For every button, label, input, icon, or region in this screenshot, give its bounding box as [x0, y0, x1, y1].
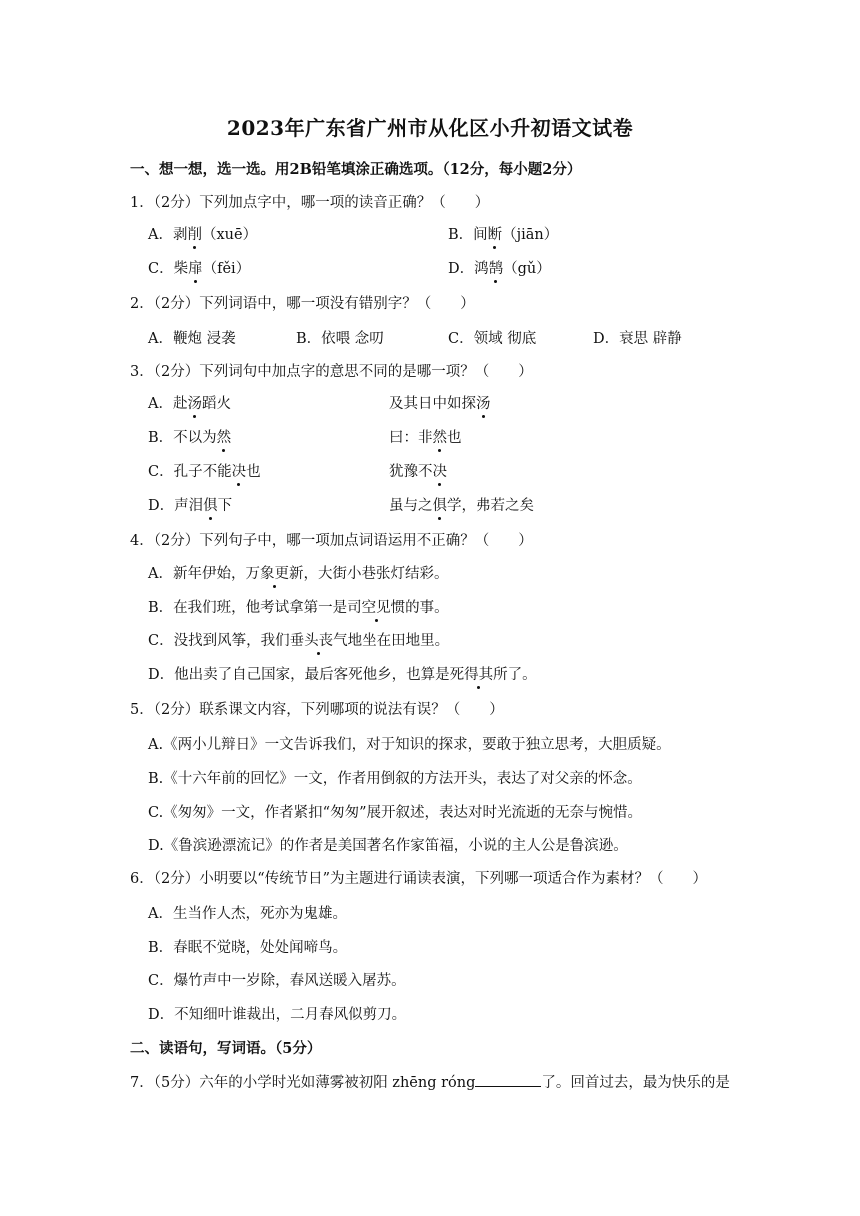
q3-b2-post: 也: [447, 430, 462, 446]
q4-option-b[interactable]: [148, 596, 449, 617]
question-1-stem: 1．（2分）下列加点字中，哪一项的读音正确？（ ）: [130, 195, 490, 211]
q2-option-c[interactable]: C．领域 彻底: [448, 331, 537, 347]
q6-option-c[interactable]: C．爆竹声中一岁除，春风送暖入屠苏。: [148, 973, 406, 989]
q3-option-c[interactable]: [148, 460, 261, 481]
q3-a1-pre: A．赴: [148, 396, 188, 412]
q5-option-b[interactable]: B.《十六年前的回忆》一文，作者用倒叙的方法开头，表达了对父亲的怀念。: [148, 771, 642, 787]
q2-option-d[interactable]: D．衰思 辟静: [593, 331, 682, 347]
q4-c-post: 地坐在田地里。: [347, 633, 450, 649]
q3-d1-post: 下: [217, 498, 233, 514]
q4-a-pre: A．新年伊始，: [148, 566, 246, 582]
q3-d2-post: 学，弗若之矣: [447, 498, 534, 514]
q3-a1-post: 蹈火: [201, 396, 231, 412]
q1-b-pre: B．间: [448, 227, 488, 243]
q3-c1-post: 也: [246, 464, 261, 480]
question-3-stem: 3．（2分）下列词句中加点字的意思不同的是哪一项？（ ）: [130, 364, 533, 380]
q1-c-dotted: 扉: [188, 257, 203, 278]
q5-option-d[interactable]: D.《鲁滨逊漂流记》的作者是美国著名作家笛福，小说的主人公是鲁滨逊。: [148, 838, 628, 854]
q3-d-compare: [389, 494, 534, 515]
q3-c2-pre: 犹豫不: [389, 464, 433, 480]
q1-d-dotted: 鹄: [489, 257, 504, 278]
q3-d2-pre: 虽与之: [389, 498, 433, 514]
q1-c-post: （fěi）: [202, 261, 251, 277]
q1-a-pre: A．剥: [148, 227, 188, 243]
q4-c-pre: C．没找到风筝，我们: [148, 633, 290, 649]
q1-option-a[interactable]: [148, 223, 257, 244]
q1-b-post: （jiān）: [502, 227, 559, 243]
q4-d-post: 了。: [507, 667, 537, 683]
q5-option-a[interactable]: A.《两小儿辩日》一文告诉我们，对于知识的探求，要敢于独立思考，大胆质疑。: [148, 737, 671, 753]
q3-d2-dotted: 俱: [433, 494, 448, 515]
section-heading-1: 一、想一想，选一选。用2B铅笔填涂正确选项。（12分，每小题2分）: [130, 161, 582, 178]
q3-a2-pre: 及其日中如探: [389, 396, 476, 412]
q3-option-a[interactable]: [148, 392, 231, 413]
q1-option-b[interactable]: [448, 223, 558, 244]
q3-c1-dotted: 决: [232, 460, 247, 481]
q1-option-c[interactable]: [148, 257, 250, 278]
q4-a-post: ，大街小巷张灯结彩。: [303, 566, 449, 582]
q4-option-c[interactable]: [148, 629, 449, 650]
q3-a-compare: [389, 392, 491, 413]
q4-b-dotted: 司空见惯: [347, 596, 405, 617]
page-title: 2023年广东省广州市从化区小升初语文试卷: [226, 116, 634, 140]
q1-option-d[interactable]: [448, 257, 551, 278]
q4-c-dotted: 垂头丧气: [290, 629, 348, 650]
q3-option-b[interactable]: [148, 426, 231, 447]
q3-c2-dotted: 决: [433, 460, 448, 481]
q1-d-pre: D．鸿: [448, 261, 489, 277]
q2-option-a[interactable]: A．鞭炮 浸袭: [148, 331, 236, 347]
question-6-stem: 6．（2分）小明要以“传统节日”为主题进行诵读表演，下列哪一项适合作为素材？（ ）: [130, 871, 708, 887]
q4-b-pre: B．在我们班，他考试拿第一是: [148, 600, 348, 616]
q1-a-post: （xuē）: [201, 227, 258, 243]
question-4-stem: 4．（2分）下列句子中，哪一项加点词语运用不正确？（ ）: [130, 533, 533, 549]
q3-d1-pre: D．声泪: [148, 498, 204, 514]
question-5-stem: 5．（2分）联系课文内容，下列哪项的说法有误？（ ）: [130, 702, 504, 718]
q7-pre: 7．（5分）六年的小学时光如薄雾被初阳 zhēng róng: [130, 1075, 476, 1091]
q1-d-post: （gǔ）: [503, 261, 551, 277]
q3-b1-pre: B．不以为: [148, 430, 217, 446]
q4-d-dotted: 死得其所: [450, 663, 508, 684]
q6-option-b[interactable]: B．春眠不觉晓，处处闻啼鸟。: [148, 940, 348, 956]
q6-option-d[interactable]: D．不知细叶谁裁出，二月春风似剪刀。: [148, 1007, 407, 1023]
q4-d-pre: D．他出卖了自己国家，最后客死他乡，也算是: [148, 667, 450, 683]
section-heading-2: 二、读语句，写词语。（5分）: [130, 1040, 322, 1057]
q2-option-b[interactable]: B．依喂 念叨: [296, 331, 384, 347]
question-7-stem: [130, 1071, 730, 1092]
q4-a-dotted: 万象更新: [245, 562, 303, 583]
q3-b-compare: [389, 426, 462, 447]
question-2-stem: 2．（2分）下列词语中，哪一项没有错别字？（ ）: [130, 296, 475, 312]
q3-option-d[interactable]: [148, 494, 232, 515]
q3-c-compare: [389, 460, 447, 481]
q3-b2-pre: 曰：非: [389, 430, 433, 446]
q3-a2-dotted: 汤: [476, 392, 491, 413]
q3-a1-dotted: 汤: [187, 392, 202, 413]
q4-b-post: 的事。: [405, 600, 449, 616]
q3-b1-dotted: 然: [217, 426, 232, 447]
q4-option-a[interactable]: [148, 562, 448, 583]
q7-post: 了。回首过去，最为快乐的是: [541, 1075, 730, 1091]
q1-a-dotted: 削: [187, 223, 202, 244]
q1-b-dotted: 断: [488, 223, 503, 244]
q6-option-a[interactable]: A．生当作人杰，死亦为鬼雄。: [148, 906, 347, 922]
q4-option-d[interactable]: [148, 663, 537, 684]
q3-d1-dotted: 俱: [203, 494, 218, 515]
q3-c1-pre: C．孔子不能: [148, 464, 232, 480]
q5-option-c[interactable]: C.《匆匆》一文，作者紧扣“匆匆”展开叙述，表达对时光流逝的无奈与惋惜。: [148, 805, 643, 821]
q3-b2-dotted: 然: [433, 426, 448, 447]
q7-answer-blank[interactable]: [475, 1072, 541, 1087]
q1-c-pre: C．柴: [148, 261, 189, 277]
